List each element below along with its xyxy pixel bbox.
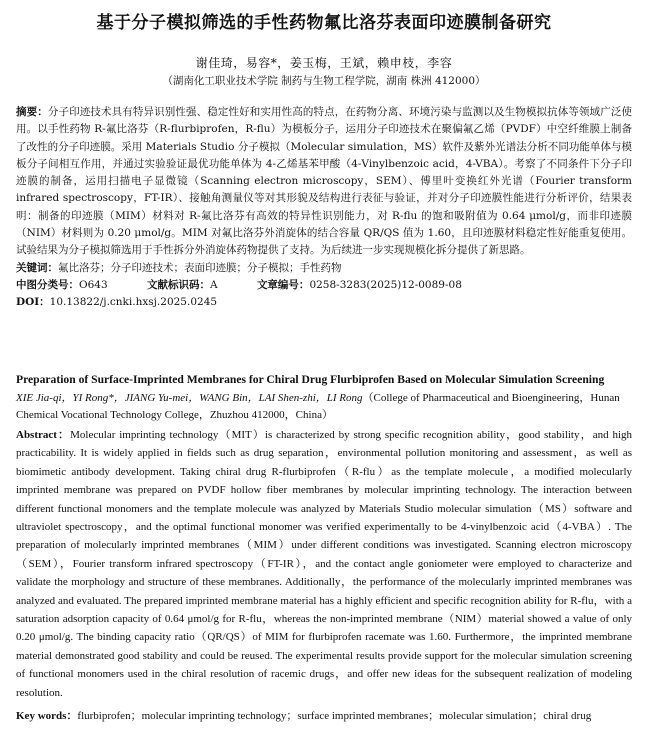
doccode-value: A xyxy=(210,278,218,291)
abstract-cn xyxy=(16,104,632,260)
paper-title-en: Preparation of Surface-Imprinted Membranes for Chiral Drug Flurbiprofen Based on Molecular Simulation Screening xyxy=(16,373,605,386)
authors-affiliation-en xyxy=(16,390,632,424)
abstract-cn-label: 摘要： xyxy=(16,106,48,118)
authors-en: XIE Jia-qi，YI Rong*，JIANG Yu-mei，WANG Bin，LAI Shen-zhi，LI Rong xyxy=(16,392,363,404)
keywords-en-text: flurbiprofen；molecular imprinting technology；surface imprinted membranes；molecular simulation；chiral drug xyxy=(77,710,592,722)
doi-row xyxy=(16,294,632,311)
keywords-en-label: Key words： xyxy=(16,710,78,722)
doccode-field xyxy=(147,279,236,291)
clc-field xyxy=(16,279,126,291)
keywords-cn-label: 关键词： xyxy=(16,261,58,274)
abstract-en-label: Abstract： xyxy=(16,429,71,441)
clc-label: 中图分类号： xyxy=(16,278,79,291)
article-no-value: 0258-3283(2025)12-0089-08 xyxy=(309,278,462,291)
abstract-en-text: Molecular imprinting technology（MIT）is characterized by strong specific recognition ability，good stability，and high practicability. It is widely applied in fields such as drug separation，environmental pollution monitoring and assessment，as well as biomimetic antibody development. Taking chiral drug R-flurbiprofen（R-flu）as the template molecule，a modified molecularly imprinted membrane was prepared on PVDF hollow fiber membranes by molecular imprinting technology. The interaction between different functional monomers and the template molecule was analyzed by Materials Studio molecular simulation（MS）software and ultraviolet spectroscopy，and the optimal functional monomer was verified experimentally to be 4-vinylbenzoic acid（4-VBA）. The preparation of molecularly imprinted membranes（MIM）under different conditions was investigated. Scanning electron microscopy（SEM），Fourier transform infrared spectroscopy（FT-IR），and the contact angle goniometer were employed to characterize and validate the morphology and structure of these membranes. Additionally，the performance of the molecularly imprinted membranes was analyzed and evaluated. The prepared imprinted membrane material has a highly efficient and specific recognition ability for R-flu，with a saturation adsorption capacity of 0.64 μmol/g for R-flu，whereas the non-imprinted membrane（NIM）material showed a value of only 0.20 μmol/g. The binding capacity ratio（QR/QS）of MIM for flurbiprofen racemate was 1.60. Furthermore，the imprinted membrane material demonstrated good stability and could be reused. The experimental results provide support for the molecular simulation screening of functional monomers used in the chiral resolution of racemic drugs，and offer new ideas for the subsequent realization of modeling resolution. xyxy=(16,429,632,699)
article-no-field xyxy=(257,279,480,291)
chinese-front-matter xyxy=(16,104,632,312)
keywords-en xyxy=(16,707,632,723)
abstract-cn-text: 分子印迹技术具有特异识别性强、稳定性好和实用性高的特点，在药物分离、环境污染与监测以及生物模拟抗体等领域广泛使用。以手性药物 R-氟比洛芬（R-flurbiprofen，R-flu）为模板分子，运用分子印迹技术在聚偏氟乙烯（PVDF）中空纤维膜上制备了改性的分子印迹膜。采用 Materials Studio 分子模拟（Molecular simulation，MS）软件及紫外光谱法分析不同功能单体与模板分子间相互作用，并通过实验验证最优功能单体为 4-乙烯基苯甲酸（4-Vinylbenzoic acid，4-VBA）。考察了不同条件下分子印迹膜的制备，运用扫描电子显微镜（Scanning electron microscopy，SEM）、傅里叶变换红外光谱（Fourier transform infrared spectroscopy，FT-IR）、接触角测量仪等对其形貌及结构进行表征与验证，并对分子印迹膜性能进行分析评价，结果表明：制备的印迹膜（MIM）材料对 R-氟比洛芬有高效的特异性识别能力，对 R-flu 的饱和吸附值为 0.64 μmol/g，而非印迹膜（NIM）材料则为 0.20 μmol/g。MIM 对氟比洛芬外消旋体的结合容量 QR/QS 值为 1.60，且印迹膜材料稳定性好能重复使用。试验结果为分子模拟筛选用于手性拆分外消旋体药物提供了支持。为后续进一步实现规模化拆分提供了新思路。 xyxy=(16,106,633,257)
keywords-cn xyxy=(16,260,632,277)
paper-title-cn: 基于分子模拟筛选的手性药物氟比洛芬表面印迹膜制备研究 xyxy=(96,13,552,33)
abstract-en xyxy=(16,426,632,702)
classification-row xyxy=(16,277,632,294)
article-no-label: 文章编号： xyxy=(256,278,310,291)
doi-label: DOI： xyxy=(16,296,50,309)
doccode-label: 文献标识码： xyxy=(147,278,210,291)
authors-cn: 谢佳琦，易容*，姜玉梅，王斌，赖申枝，李容 xyxy=(195,56,453,70)
keywords-cn-text: 氟比洛芬；分子印迹技术；表面印迹膜；分子模拟；手性药物 xyxy=(58,261,342,274)
doi-value: 10.13822/j.cnki.hxsj.2025.0245 xyxy=(49,296,218,309)
affiliation-cn: （湖南化工职业技术学院 制药与生物工程学院，湖南 株洲 412000） xyxy=(162,75,486,87)
affiliation-en: （College of Pharmaceutical and Bioengineering，Hunan Chemical Vocational Technology College，Zhuzhou 412000，China） xyxy=(16,392,620,421)
clc-value: O643 xyxy=(79,278,108,291)
